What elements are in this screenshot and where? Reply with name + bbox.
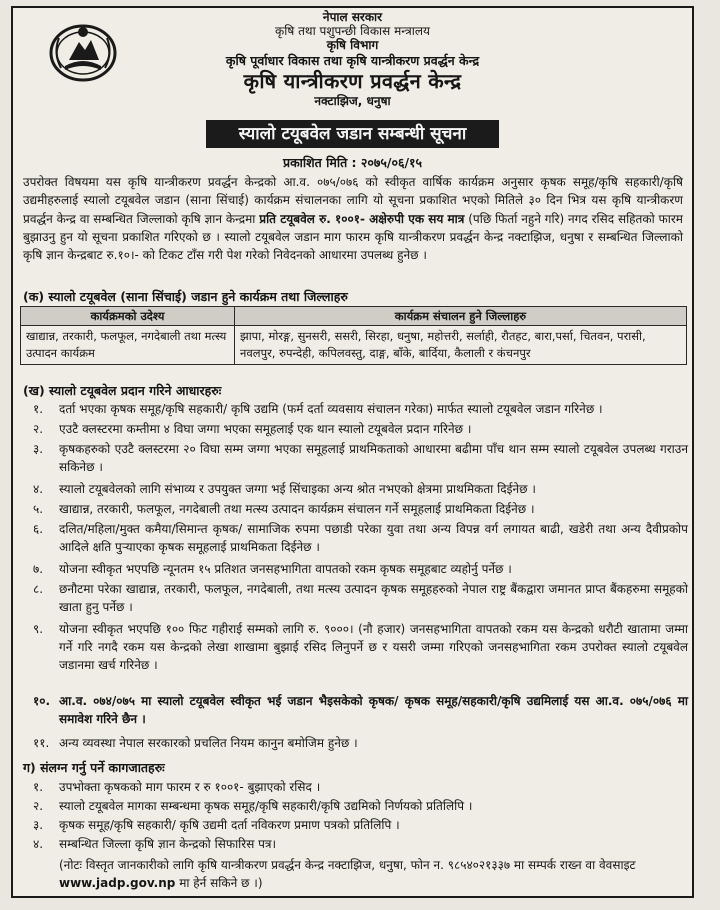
section-b-title: (ख) स्यालो टयूबवेल प्रदान गरिने आधारहरुः	[23, 383, 222, 398]
table-row	[21, 326, 687, 365]
item-text: दलित/महिला/मुक्त कमैया/सिमान्त कृषक/ सामाजिक रुपमा पछाडी परेका युवा तथा अन्य विपन्न वर्ग लगायत बाढी, खडेरी तथा अन्य दैवीप्रकोप आदिले क्षति पुऱ्याएका कृषक समूहलाई प्राथमिकता दिईनेछ ।	[59, 522, 688, 554]
contact-note	[59, 856, 679, 892]
item-text: दर्ता भएका कृषक समूह/कृषि सहकारी/ कृषि उद्यमि (फर्म दर्ता व्यवसाय संचालन गरेका) मार्फत स्यालो टयूबवेल जडान गरिनेछ ।	[59, 402, 603, 416]
districts-table	[20, 306, 687, 365]
website-link[interactable]: www.jadp.gov.np	[59, 876, 176, 890]
section-g-title: ग) संलग्न गर्नु पर्ने कागजातहरुः	[23, 760, 165, 775]
item-text: खाद्यान्न, तरकारी, फलफूल, नगदेबाली तथा मत्स्य उत्पादन कार्यक्रम संचालन गर्ने समूहलाई प्राथमिकता दिईनेछ ।	[59, 502, 535, 516]
item-text: कृषकहरुको एउटै क्लस्टरमा २० विघा सम्म जग्गा भएका समूहलाई प्राथमिकताको आधारमा बढीमा पाँच थान सम्म स्यालो टयूबवेल उपलब्ध गराउन सकिनेछ ।	[59, 442, 688, 474]
table-header-row	[21, 307, 687, 326]
item-number: २.	[33, 799, 44, 813]
list-item	[23, 420, 688, 438]
intro-paragraph	[23, 173, 683, 264]
item-number: १.	[33, 402, 44, 416]
list-item	[23, 440, 688, 476]
item-text: एउटै क्लस्टरमा कम्तीमा ४ विघा जग्गा भएका समूहलाई एक थान स्यालो टयूबवेल प्रदान गरिनेछ ।	[59, 422, 472, 436]
list-item	[23, 500, 688, 518]
item-number: ३.	[33, 818, 44, 832]
item-text: योजना स्वीकृत भएपछि १०० फिट गहीराई सम्मको लागि रु. ९०००। (नौ हजार) जनसहभागिता वापतको रकम यस केन्द्रको धरौटी खातामा जम्मा गर्ने गरि नगदै रकम यस केन्द्रको लेखा शाखामा बुझाई रसिद लिनुपर्ने छ र यसरी जम्मा गरिएको जनसहभागिता रकम उपरोक्त स्यालो टयूबवेल जडानमा खर्च गरिनेछ ।	[59, 622, 688, 672]
item-number: ४.	[33, 837, 44, 851]
header-line-ministry: कृषि तथा पशुपन्छी विकास मन्त्रालय	[275, 24, 430, 38]
item-number: ७.	[33, 562, 44, 576]
item-number: ८.	[33, 582, 44, 596]
list-item	[23, 520, 688, 556]
item-number: १०.	[33, 694, 51, 708]
item-number: ९.	[33, 622, 44, 636]
item-number: ११.	[33, 736, 50, 750]
item-number: ५.	[33, 502, 44, 516]
intro-text-2: (पछि फिर्ता नहुने गरि) नगद रसिद सहितको फारम बुझाउनु हुन यो सूचना प्रकाशित गरिएको छ । स्यालो टयूबवेल जडान माग फारम कृषि यान्त्रीकरण प्रवर्द्धन केन्द्र नक्टाझिज, धनुषा र सम्बन्धित जिल्लाको कृषि ज्ञान केन्द्रबाट रु.१०।- को टिकट टाँस गरी पेश गरेको निवेदनको आधारमा उपलब्ध हुनेछ ।	[23, 211, 683, 263]
intro-fee-highlight: प्रति टयूबवेल रु. १००१- अक्षेरुपी एक सय मात्र	[259, 211, 465, 226]
item-number: ४.	[33, 482, 44, 496]
list-item	[23, 797, 688, 815]
list-item	[23, 580, 688, 616]
letterhead	[13, 10, 692, 108]
header-line-location: नक्टाझिज, धनुषा	[314, 94, 391, 108]
notice-frame	[11, 6, 694, 898]
item-text: अन्य व्यवस्था नेपाल सरकारको प्रचलित नियम कानुन बमोजिम हुनेछ ।	[59, 736, 358, 750]
item-text: छनौटमा परेका खाद्यान्न, तरकारी, फलफूल, नगदेबाली, तथा मत्स्य उत्पादन कृषक समूहहरुको नेपाल राष्ट्र बैंकद्वारा जमानत प्राप्त बैंकहरुमा समूहको खाता हुनु पर्नेछ ।	[59, 582, 688, 614]
item-text: कृषक समूह/कृषि सहकारी/ कृषि उद्यमी दर्ता नविकरण प्रमाण पत्रको प्रतिलिपि ।	[59, 818, 400, 832]
list-item	[23, 778, 688, 796]
list-item	[23, 835, 688, 853]
intro-text-1: उपरोक्त विषयमा यस कृषि यान्त्रीकरण प्रवर्द्धन केन्द्रको आ.व. ०७५/०७६ को स्वीकृत वार्षिक कार्यक्रम अनुसार कृषक समूह/कृषि सहकारी/कृषि उद्यमीहरुलाई स्यालो टयूबवेल जडान (साना सिंचाई) कार्यक्रम संचालनका लागि यो सूचना प्रकाशित भएको मितिले ३० दिन भित्र यस कृषि यान्त्रीकरण प्रवर्द्धन केन्द्र वा सम्बन्धित जिल्लाको कृषि ज्ञान केन्द्रमा	[23, 175, 683, 226]
section-a-title: (क) स्यालो टयूबवेल (साना सिंचाई) जडान हुने कार्यक्रम तथा जिल्लाहरु	[23, 289, 348, 304]
note-text-2: मा हेर्न सकिने छ ।)	[175, 876, 263, 890]
list-item	[23, 692, 688, 728]
header-line-department: कृषि विभाग	[326, 38, 379, 52]
item-text: योजना स्वीकृत भएपछि न्यूनतम १५ प्रतिशत जनसहभागिता वापतको रकम कृषक समूहबाट व्यहोर्नु पर्नेछ ।	[59, 562, 512, 576]
note-text-1: (नोटः विस्तृत जानकारीको लागि कृषि यान्त्रीकरण प्रवर्द्धन केन्द्र नक्टाझिज, धनुषा, फोन न. ९८५४०२१३३७ मा सम्पर्क राख्न वा वेवसाइट	[59, 858, 636, 872]
item-number: २.	[33, 422, 44, 436]
item-number: १.	[33, 780, 44, 794]
list-item	[23, 620, 688, 674]
notice-title-banner: स्यालो टयूबवेल जडान सम्बन्धी सूचना	[206, 120, 499, 148]
publication-date: प्रकाशित मिति : २०७५/०६/१५	[282, 155, 423, 170]
item-text: आ.व. ०७४/०७५ मा स्यालो टयूबवेल स्वीकृत भई जडान भैइसकेको कृषक/ कृषक समूह/सहकारी/कृषि उद्यमिलाई यस आ.व. ०७५/०७६ मा समावेश गरिने छैन ।	[59, 694, 688, 726]
item-text: स्यालो टयूबवेलको लागि संभाव्य र उपयुक्त जग्गा भई सिंचाइका अन्य श्रोत नभएको क्षेत्रमा प्राथमिकता दिईनेछ ।	[59, 482, 536, 496]
purpose-cell: खाद्यान्न, तरकारी, फलफूल, नगदेबाली तथा मत्स्य उत्पादन कार्यक्रम	[21, 326, 235, 365]
header-line-govt: नेपाल सरकार	[322, 10, 383, 24]
districts-cell: झापा, मोरङ्ग, सुनसरी, ससरी, सिरहा, धनुषा, महोत्तरी, सर्लाही, रौतहट, बारा,पर्सा, चितवन, परासी, नवलपुर, रुपन्देही, कपिलवस्तु, दाङ्ग, बाँके, बार्दिया, कैलाली र कंचनपुर	[235, 326, 687, 365]
list-item	[23, 816, 688, 834]
item-number: ३.	[33, 442, 44, 456]
item-text: सम्बन्धित जिल्ला कृषि ज्ञान केन्द्रको सिफारिस पत्र।	[59, 837, 277, 851]
list-item	[23, 480, 688, 498]
item-text: स्यालो टयूबवेल मागका सम्बन्धमा कृषक समूह/कृषि सहकारी/कृषि उद्यमिको निर्णयको प्रतिलिपि ।	[59, 799, 473, 813]
list-item	[23, 400, 688, 418]
list-item	[23, 734, 688, 752]
item-number: ६.	[33, 522, 44, 536]
item-text: उपभोक्ता कृषकको माग फारम र रु १००१- बुझाएको रसिद ।	[59, 780, 321, 794]
header-line-centre-full: कृषि पूर्वाधार विकास तथा कृषि यान्त्रीकरण प्रवर्द्धन केन्द्र	[225, 53, 480, 68]
column-header-districts: कार्यक्रम संचालन हुने जिल्लाहरु	[235, 307, 687, 326]
list-item	[23, 560, 688, 578]
header-line-centre-title: कृषि यान्त्रीकरण प्रवर्द्धन केन्द्र	[243, 69, 462, 93]
column-header-purpose: कार्यक्रमको उदेश्य	[21, 307, 235, 326]
